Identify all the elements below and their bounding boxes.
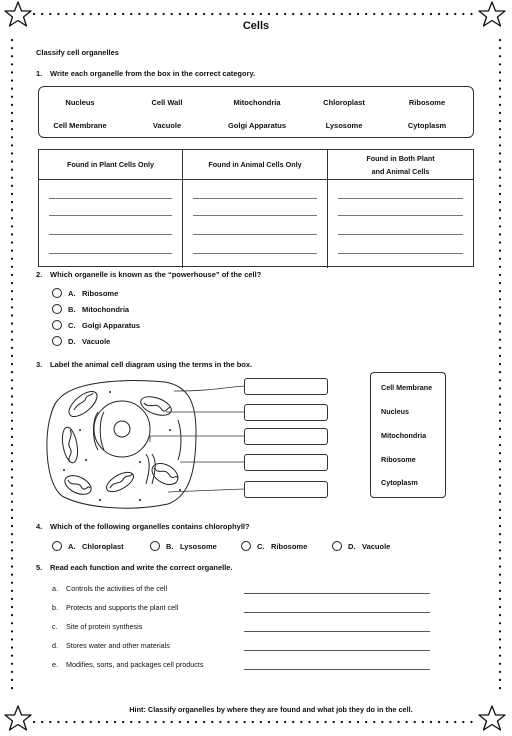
column-header: Found in Animal Cells Only — [183, 150, 327, 180]
option-text: Ribosome — [271, 541, 308, 551]
option-letter: B. — [68, 304, 76, 314]
word-bank-item: Ribosome — [408, 98, 446, 107]
option-text: Golgi Apparatus — [82, 320, 141, 330]
question-number: 4. — [36, 522, 43, 531]
answer-line[interactable] — [244, 669, 430, 670]
label-leader-lines — [150, 386, 244, 492]
term-item: Mitochondria — [381, 431, 427, 440]
question-text: Which of the following organelles contains chlorophyll? — [50, 522, 250, 531]
term-item: Nucleus — [381, 407, 409, 416]
option-text: Chloroplast — [82, 541, 124, 551]
option-d[interactable] — [332, 541, 390, 551]
option-b[interactable] — [150, 541, 217, 551]
option-letter: C. — [257, 541, 265, 551]
term-box — [370, 372, 446, 498]
question-number: 1. — [36, 69, 43, 78]
option-c[interactable] — [241, 541, 307, 551]
item-text: Stores water and other materials — [66, 641, 170, 650]
function-item — [52, 622, 142, 631]
nucleus — [94, 401, 150, 457]
label-box-3[interactable] — [244, 428, 328, 445]
word-bank-item: Vacuole — [152, 121, 182, 130]
question-number: 3. — [36, 360, 43, 369]
question-text: Write each organelle from the box in the correct category. — [50, 69, 256, 78]
mitochondrion — [148, 459, 181, 489]
hint-text: Hint: Classify organelles by where they are found and what job they do in the cell. — [129, 705, 413, 714]
option-text: Lysosome — [180, 541, 217, 551]
question-number: 5. — [36, 563, 43, 572]
radio-circle[interactable] — [241, 541, 251, 551]
option-letter: D. — [68, 336, 76, 346]
option-letter: D. — [348, 541, 356, 551]
item-text: Modifies, sorts, and packages cell products — [66, 660, 204, 669]
answer-line[interactable] — [244, 650, 430, 651]
word-bank-item: Golgi Apparatus — [227, 121, 287, 130]
item-letter: c. — [52, 622, 58, 631]
label-box-4[interactable] — [244, 454, 328, 471]
question-5 — [36, 563, 233, 572]
column-header-line: Found in Both Plant — [366, 153, 435, 163]
radio-circle[interactable] — [52, 541, 62, 551]
column-header-line: and Animal Cells — [371, 166, 430, 176]
option-letter: A. — [68, 541, 76, 551]
option-letter: A. — [68, 288, 76, 298]
option-letter: C. — [68, 320, 76, 330]
item-letter: a. — [52, 584, 58, 593]
item-text: Controls the activities of the cell — [66, 584, 168, 593]
answer-line[interactable] — [244, 593, 430, 594]
item-letter: b. — [52, 603, 58, 612]
option-letter: B. — [166, 541, 174, 551]
word-bank-item: Cell Wall — [151, 98, 183, 107]
option-a[interactable] — [52, 541, 124, 551]
word-bank-item: Mitochondria — [233, 98, 281, 107]
nucleolus — [114, 421, 130, 437]
term-item: Cytoplasm — [381, 478, 418, 487]
word-bank-item: Chloroplast — [323, 98, 365, 107]
question-text: Label the animal cell diagram using the terms in the box. — [50, 360, 253, 369]
page-title: Cells — [242, 20, 270, 32]
function-item — [52, 603, 178, 612]
word-bank-item: Nucleus — [65, 98, 95, 107]
function-item — [52, 660, 203, 669]
question-text: Which organelle is known as the “powerhouse” of the cell? — [50, 270, 262, 279]
radio-circle[interactable] — [332, 541, 342, 551]
item-letter: d. — [52, 641, 58, 650]
item-text: Site of protein synthesis — [66, 622, 143, 631]
option-text: Ribosome — [82, 288, 119, 298]
mitochondrion — [138, 393, 174, 419]
column-header: Found in Plant Cells Only — [39, 150, 182, 180]
word-bank-item: Cell Membrane — [53, 121, 107, 130]
function-item — [52, 641, 170, 650]
term-item: Cell Membrane — [381, 383, 433, 392]
question-4 — [36, 522, 250, 531]
question-number: 2. — [36, 270, 43, 279]
item-text: Protects and supports the plant cell — [66, 603, 179, 612]
option-text: Mitochondria — [82, 304, 130, 314]
word-bank-item: Cytoplasm — [407, 121, 447, 130]
page-subtitle: Classify cell organelles — [36, 48, 119, 57]
label-box-2[interactable] — [244, 404, 328, 421]
label-box-5[interactable] — [244, 481, 328, 498]
mitochondrion — [104, 468, 137, 495]
label-box-1[interactable] — [244, 378, 328, 395]
answer-line[interactable] — [244, 631, 430, 632]
mitochondrion — [60, 426, 80, 464]
option-text: Vacuole — [82, 336, 111, 346]
answer-line[interactable] — [244, 612, 430, 613]
option-text: Vacuole — [362, 541, 391, 551]
function-item — [52, 584, 167, 593]
word-bank-item: Lysosome — [325, 121, 363, 130]
term-item: Ribosome — [381, 455, 416, 464]
question-text: Read each function and write the correct organelle. — [50, 563, 233, 572]
mitochondrion — [62, 472, 94, 498]
item-letter: e. — [52, 660, 58, 669]
radio-circle[interactable] — [150, 541, 160, 551]
ribosomes — [63, 391, 181, 501]
